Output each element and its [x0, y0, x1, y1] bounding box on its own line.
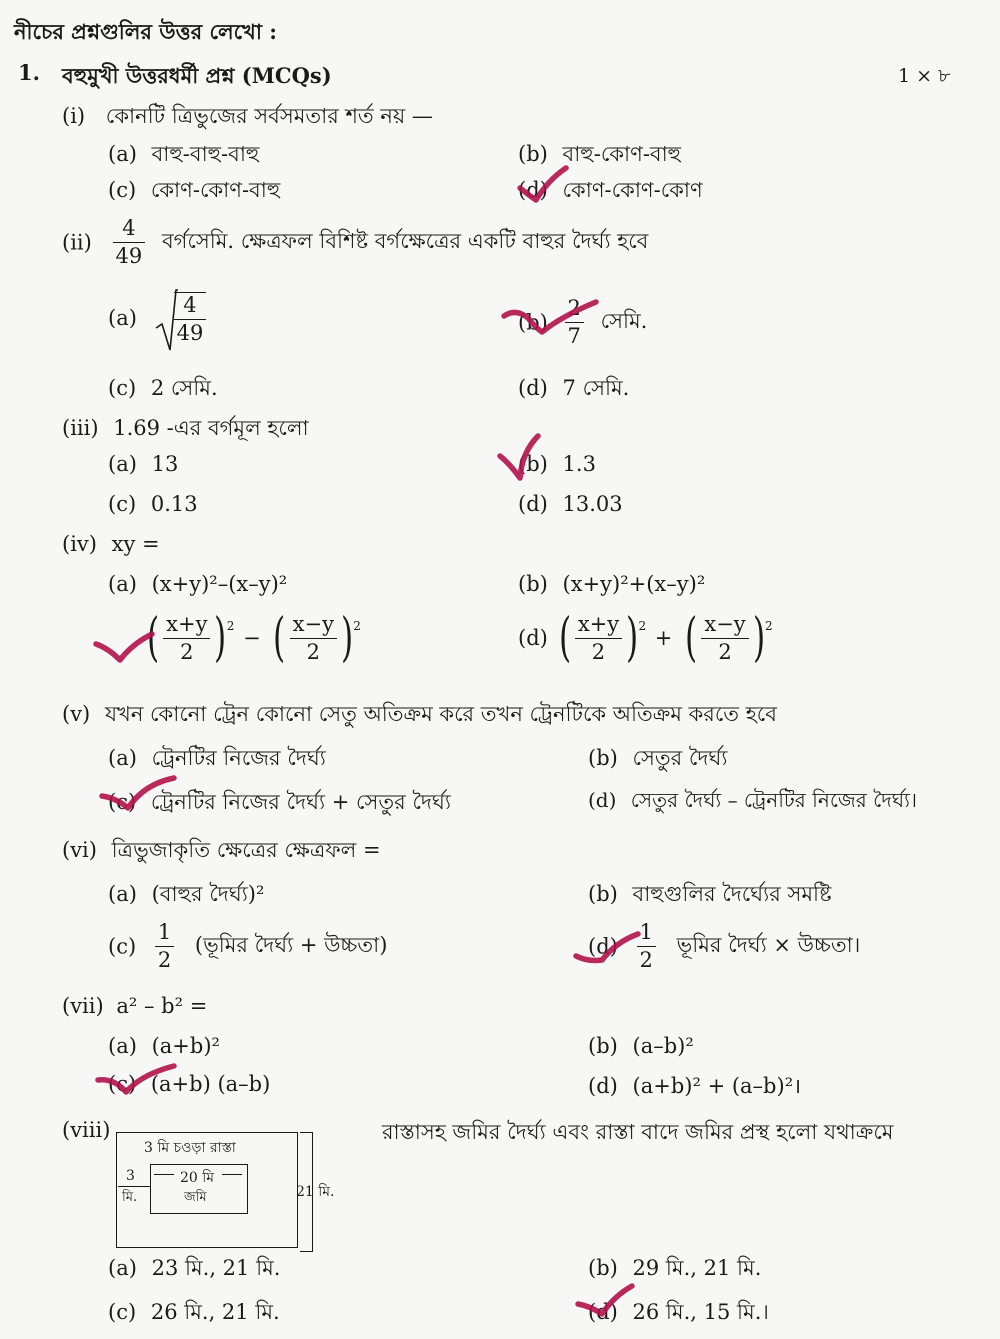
question-8-text: রাস্তাসহ জমির দৈর্ঘ্য এবং রাস্তা বাদে জমির প্রস্থ হলো যথাক্রমে: [382, 1120, 894, 1144]
option-text: (বাহুর দৈর্ঘ্য)²: [151, 882, 265, 906]
option-text: 23 মি., 21 মি.: [151, 1256, 281, 1280]
q2-option-d[interactable]: [518, 372, 629, 407]
option-label: (b): [588, 1034, 618, 1058]
question-6: [62, 834, 381, 869]
question-label: (iv): [62, 532, 97, 556]
exponent: 2: [764, 618, 773, 633]
question-text: কোনটি ত্রিভুজের সর্বসমতার শর্ত নয় —: [105, 104, 433, 128]
option-text: (x+y)²–(x–y)²: [151, 572, 288, 596]
question-5: [62, 698, 777, 733]
option-label: (c): [108, 376, 137, 400]
option-text: 29 মি., 21 মি.: [632, 1256, 762, 1280]
option-label: (d): [588, 1074, 618, 1098]
option-text: (ভূমির দৈর্ঘ্য + উচ্চতা): [194, 933, 388, 957]
question-text: যখন কোনো ট্রেন কোনো সেতু অতিক্রম করে তখন ট্রেনটিকে অতিক্রম করতে হবে: [104, 702, 777, 726]
option-label: (a): [108, 452, 137, 476]
land-road-diagram: [110, 1130, 340, 1256]
option-label: (d): [518, 376, 548, 400]
q8-option-b[interactable]: [588, 1252, 761, 1287]
option-text: 7 সেমি.: [562, 376, 630, 400]
q4-option-a[interactable]: [108, 572, 287, 596]
question-text: ত্রিভুজাকৃতি ক্ষেত্রের ক্ষেত্রফল =: [111, 838, 381, 862]
exponent: 2: [353, 618, 361, 633]
q2-option-c[interactable]: [108, 372, 218, 407]
option-text: 13.03: [562, 492, 623, 516]
option-unit: সেমি.: [600, 309, 648, 333]
option-text: (a–b)²: [632, 1034, 694, 1058]
option-label: (b): [518, 142, 548, 166]
q5-option-b[interactable]: [588, 742, 728, 777]
option-label: (a): [108, 1256, 137, 1280]
option-fraction: $\frac{x+y}{2}$: [575, 614, 622, 663]
q1-answer-tick-icon: [518, 166, 568, 206]
question-2: [62, 218, 648, 267]
section-number: 1.: [18, 60, 40, 85]
option-text: 2 সেমি.: [150, 376, 218, 400]
option-label: (d): [588, 788, 617, 812]
question-label: (vi): [62, 838, 97, 862]
option-label: (a): [108, 882, 137, 906]
option-label: (c): [108, 1300, 137, 1324]
option-text: (a+b)²: [151, 1034, 220, 1058]
option-text: বাহুগুলির দৈর্ঘ্যের সমষ্টি: [632, 882, 832, 906]
option-text: কোণ-কোণ-বাহু: [150, 178, 281, 202]
option-label: (c): [108, 934, 137, 959]
land-label: জমি: [184, 1190, 207, 1205]
option-label: (a): [108, 306, 137, 330]
option-label: (b): [518, 452, 548, 476]
option-text: ট্রেনটির নিজের দৈর্ঘ্য + সেতুর দৈর্ঘ্য: [150, 790, 451, 814]
question-fraction: $\frac{4}{49}$: [113, 218, 146, 267]
question-8-label: (viii): [62, 1118, 111, 1142]
q4-option-d[interactable]: (d) ( $\frac{x+y}{2}$ )$^2$ + ( $\frac{x-y}{2}$ )$^2$: [518, 608, 773, 668]
sqrt-expression: [154, 292, 207, 344]
option-text: (a+b)² + (a–b)²।: [632, 1074, 802, 1098]
q6-answer-tick-icon: [574, 930, 640, 966]
q5-answer-tick-icon: [100, 776, 176, 816]
q4-answer-tick-icon: [94, 630, 154, 664]
option-fraction: $\frac{x-y}{2}$: [701, 614, 748, 663]
option-label: (a): [108, 746, 137, 770]
question-label: (i): [62, 104, 86, 128]
option-label: (d): [588, 934, 618, 959]
question-label: (iii): [62, 416, 99, 440]
option-text: 1.3: [562, 452, 596, 476]
exponent: 2: [638, 618, 647, 633]
section-marks: 1 × ৮: [898, 65, 951, 87]
option-fraction: $\frac{x-y}{2}$: [290, 614, 337, 663]
option-fraction: $\frac{x+y}{2}$: [163, 614, 210, 663]
q3-answer-tick-icon: [498, 432, 544, 482]
sqrt-icon: [154, 288, 178, 354]
q4-option-c[interactable]: ( $\frac{x+y}{2}$ )$^2$ − ( $\frac{x-y}{2}$ )$^2$: [108, 612, 361, 664]
q3-option-a[interactable]: [108, 452, 178, 476]
operator: +: [654, 626, 673, 650]
left-road-number: 3: [126, 1168, 135, 1184]
option-fraction: $\frac{2}{7}$: [565, 298, 584, 347]
option-text: ভূমির দৈর্ঘ্য × উচ্চতা।: [676, 933, 861, 957]
question-1: [62, 100, 433, 135]
option-label: (c): [108, 1072, 137, 1096]
q8-answer-tick-icon: [576, 1284, 634, 1320]
option-label: (a): [108, 142, 137, 166]
q6-option-b[interactable]: [588, 878, 832, 913]
question-label: (v): [62, 702, 91, 726]
question-text: বর্গসেমি. ক্ষেত্রফল বিশিষ্ট বর্গক্ষেত্রের একটি বাহুর দৈর্ঘ্য হবে: [161, 229, 649, 253]
option-label: (d): [518, 492, 548, 516]
q3-option-d[interactable]: [518, 492, 623, 516]
option-text: 26 মি., 15 মি.।: [632, 1300, 769, 1324]
q7-option-d[interactable]: [588, 1072, 801, 1100]
question-7: [62, 994, 207, 1018]
option-text: 26 মি., 21 মি.: [150, 1300, 280, 1324]
height-label: 21 মি.: [296, 1184, 335, 1200]
question-text: a² – b² =: [116, 994, 208, 1018]
option-text: (a+b) (a–b): [150, 1072, 271, 1096]
q1-option-c[interactable]: [108, 174, 280, 209]
q8-option-a[interactable]: [108, 1252, 280, 1287]
q8-option-c[interactable]: [108, 1296, 280, 1331]
option-text: বাহু-কোণ-বাহু: [562, 142, 682, 166]
option-text: 13: [151, 452, 179, 476]
option-label: (b): [588, 1256, 618, 1280]
q3-option-c[interactable]: [108, 492, 198, 516]
option-label: (d): [518, 626, 548, 650]
sqrt-fraction: $\frac{4}{49}$: [174, 292, 207, 344]
option-text: কোণ-কোণ-কোণ: [562, 178, 703, 202]
question-label: (vii): [62, 994, 104, 1018]
q7-option-b[interactable]: [588, 1034, 694, 1058]
question-3: [62, 412, 309, 447]
option-label: (a): [108, 572, 137, 596]
option-label: (b): [518, 310, 548, 335]
q4-option-b[interactable]: [518, 572, 705, 596]
question-4: [62, 532, 160, 556]
q5-option-a[interactable]: [108, 742, 326, 777]
q1-option-a[interactable]: [108, 138, 259, 173]
option-label: (b): [588, 882, 618, 906]
option-label: (a): [108, 1034, 137, 1058]
road-width-label: 3 মি চওড়া রাস্তা: [144, 1140, 236, 1156]
q2-answer-tick-icon: [502, 298, 598, 338]
question-label: (ii): [62, 230, 92, 255]
option-label: (b): [518, 572, 548, 596]
operator: −: [243, 626, 261, 650]
option-text: সেতুর দৈর্ঘ্য – ট্রেনটির নিজের দৈর্ঘ্য।: [630, 788, 918, 812]
instruction: নীচের প্রশ্নগুলির উত্তর লেখো :: [14, 19, 277, 44]
q2-option-a[interactable]: [108, 292, 206, 344]
option-label: (d): [518, 178, 548, 202]
option-text: ট্রেনটির নিজের দৈর্ঘ্য: [151, 746, 326, 770]
section-title: বহুমুখী উত্তরধর্মী প্রশ্ন (MCQs): [62, 63, 332, 88]
option-fraction: $\frac{1}{2}$: [637, 922, 656, 971]
exponent: 2: [226, 618, 235, 633]
option-fraction: $\frac{1}{2}$: [155, 922, 174, 971]
option-text: (x+y)²+(x–y)²: [562, 572, 706, 596]
question-text: 1.69 -এর বর্গমূল হলো: [113, 416, 309, 440]
q6-option-a[interactable]: [108, 878, 264, 913]
option-label: (b): [588, 746, 618, 770]
q6-option-c[interactable]: [108, 922, 387, 971]
option-text: বাহু-বাহু-বাহু: [151, 142, 260, 166]
left-road-unit: মি.: [122, 1190, 138, 1205]
option-label: (c): [108, 178, 137, 202]
q5-option-d[interactable]: [588, 786, 917, 819]
option-label: (c): [108, 492, 137, 516]
option-label: (d): [588, 1300, 618, 1324]
q7-answer-tick-icon: [96, 1064, 176, 1100]
option-text: সেতুর দৈর্ঘ্য: [632, 746, 728, 770]
option-label: (c): [108, 790, 137, 814]
option-text: 0.13: [150, 492, 198, 516]
question-text: xy =: [111, 532, 160, 556]
inner-length-label: 20 মি: [180, 1170, 215, 1186]
q7-option-a[interactable]: [108, 1034, 220, 1058]
